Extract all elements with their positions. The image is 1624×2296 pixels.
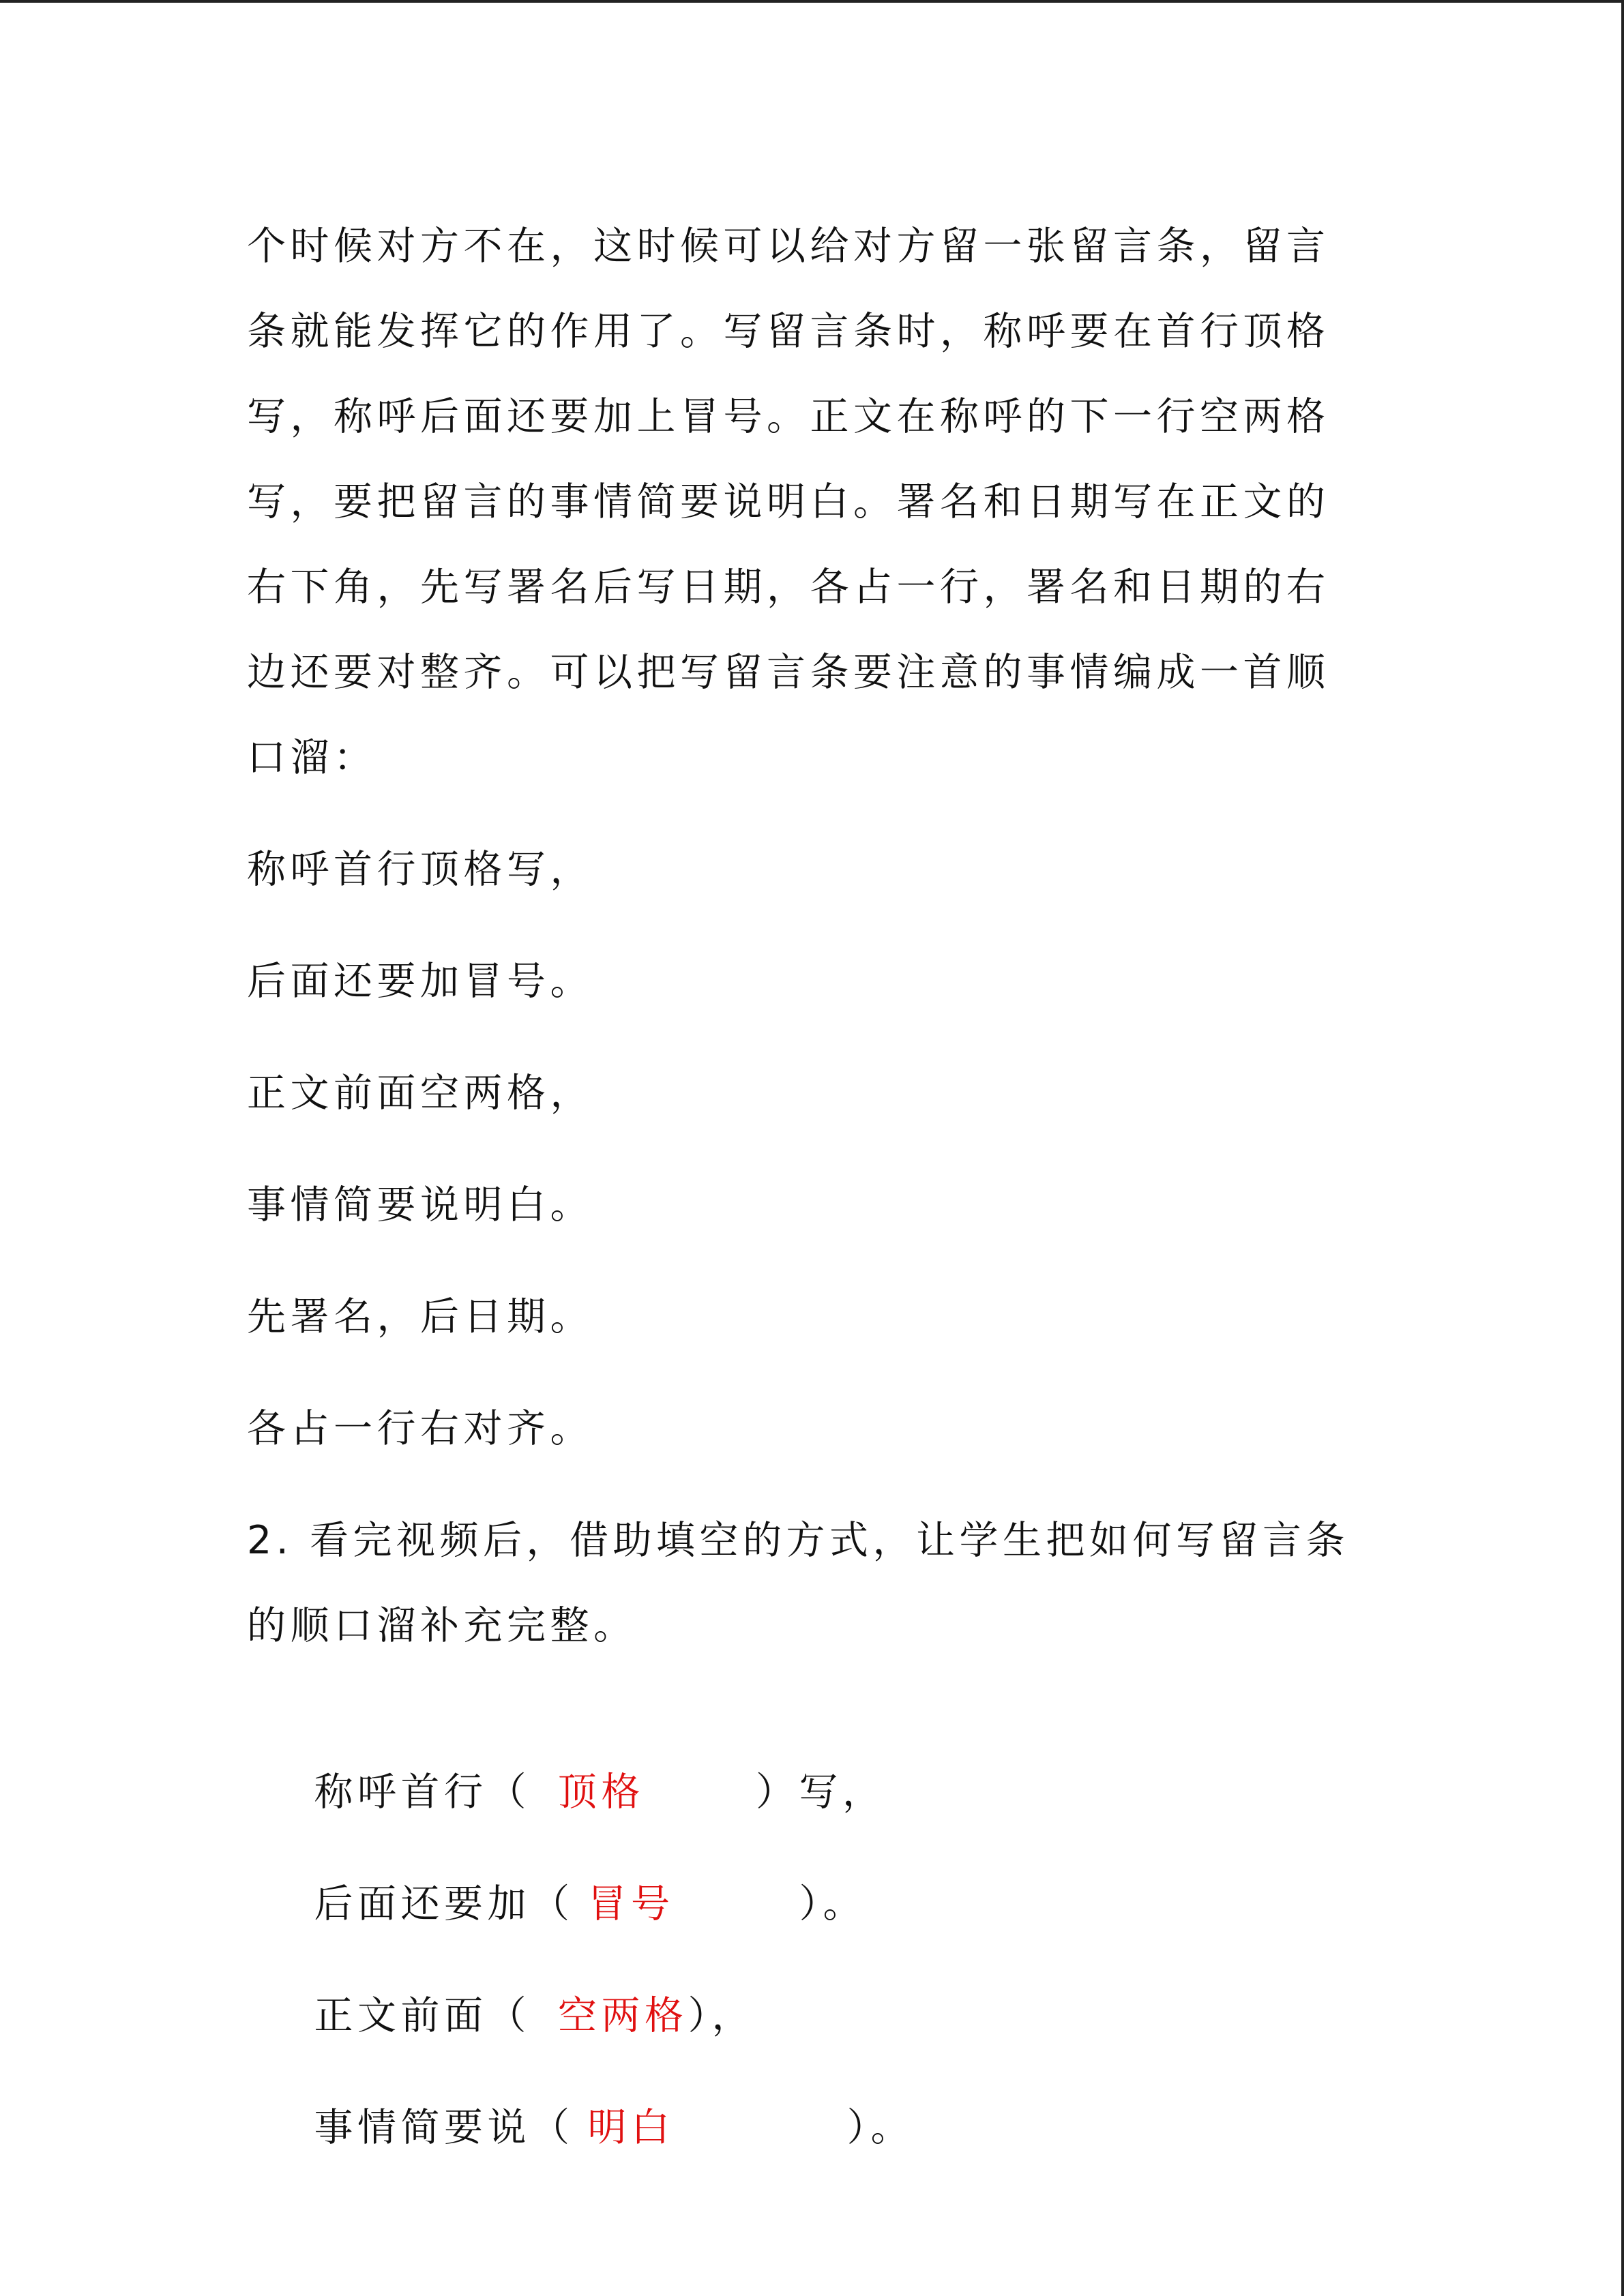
fill-blank-line bbox=[247, 1934, 755, 2038]
fill-blank-answer: 冒号 bbox=[587, 1881, 675, 1926]
fill-blank-prefix: 事情简要说（ bbox=[314, 2105, 574, 2150]
task-instruction-line: 的顺口溜补充完整。 bbox=[247, 1603, 637, 1648]
fill-blank-answer: 空两格 bbox=[557, 1993, 688, 2038]
paragraph-line: 边还要对整齐。可以把写留言条要注意的事情编成一首顺 bbox=[247, 650, 1330, 695]
rhyme-line: 先署名，后日期。 bbox=[247, 1294, 593, 1339]
fill-blank-line bbox=[247, 2046, 914, 2150]
paragraph-line: 条就能发挥它的作用了。写留言条时，称呼要在首行顶格 bbox=[247, 309, 1330, 354]
fill-blank-line bbox=[247, 1710, 886, 1815]
rhyme-line: 各占一行右对齐。 bbox=[247, 1406, 593, 1451]
paragraph-line: 口溜： bbox=[247, 735, 377, 780]
paragraph-line: 右下角，先写署名后写日期，各占一行，署名和日期的右 bbox=[247, 565, 1330, 610]
fill-blank-prefix: 后面还要加（ bbox=[314, 1881, 574, 1926]
fill-blank-suffix: ）。 bbox=[799, 1881, 866, 1926]
rhyme-line: 事情简要说明白。 bbox=[247, 1182, 593, 1227]
fill-blank-suffix: ）写， bbox=[755, 1770, 886, 1815]
paragraph-line: 个时候对方不在，这时候可以给对方留一张留言条，留言 bbox=[247, 224, 1330, 269]
paragraph-line: 写，称呼后面还要加上冒号。正文在称呼的下一行空两格 bbox=[247, 394, 1330, 439]
paragraph-line: 写，要把留言的事情简要说明白。署名和日期写在正文的 bbox=[247, 479, 1330, 524]
fill-blank-prefix: 正文前面（ bbox=[314, 1993, 531, 2038]
fill-blank-answer: 顶格 bbox=[557, 1770, 645, 1815]
fill-blank-suffix: ）。 bbox=[846, 2105, 914, 2150]
task-instruction-line: 2. 看完视频后，借助填空的方式，让学生把如何写留言条 bbox=[247, 1518, 1350, 1563]
fill-blank-answer: 明白 bbox=[587, 2105, 675, 2150]
fill-blank-line bbox=[247, 1822, 866, 1926]
rhyme-line: 后面还要加冒号。 bbox=[247, 959, 593, 1004]
fill-blank-suffix: ）， bbox=[688, 1993, 755, 2038]
rhyme-line: 称呼首行顶格写， bbox=[247, 847, 593, 892]
fill-blank-prefix: 称呼首行（ bbox=[314, 1770, 531, 1815]
rhyme-line: 正文前面空两格， bbox=[247, 1071, 593, 1116]
